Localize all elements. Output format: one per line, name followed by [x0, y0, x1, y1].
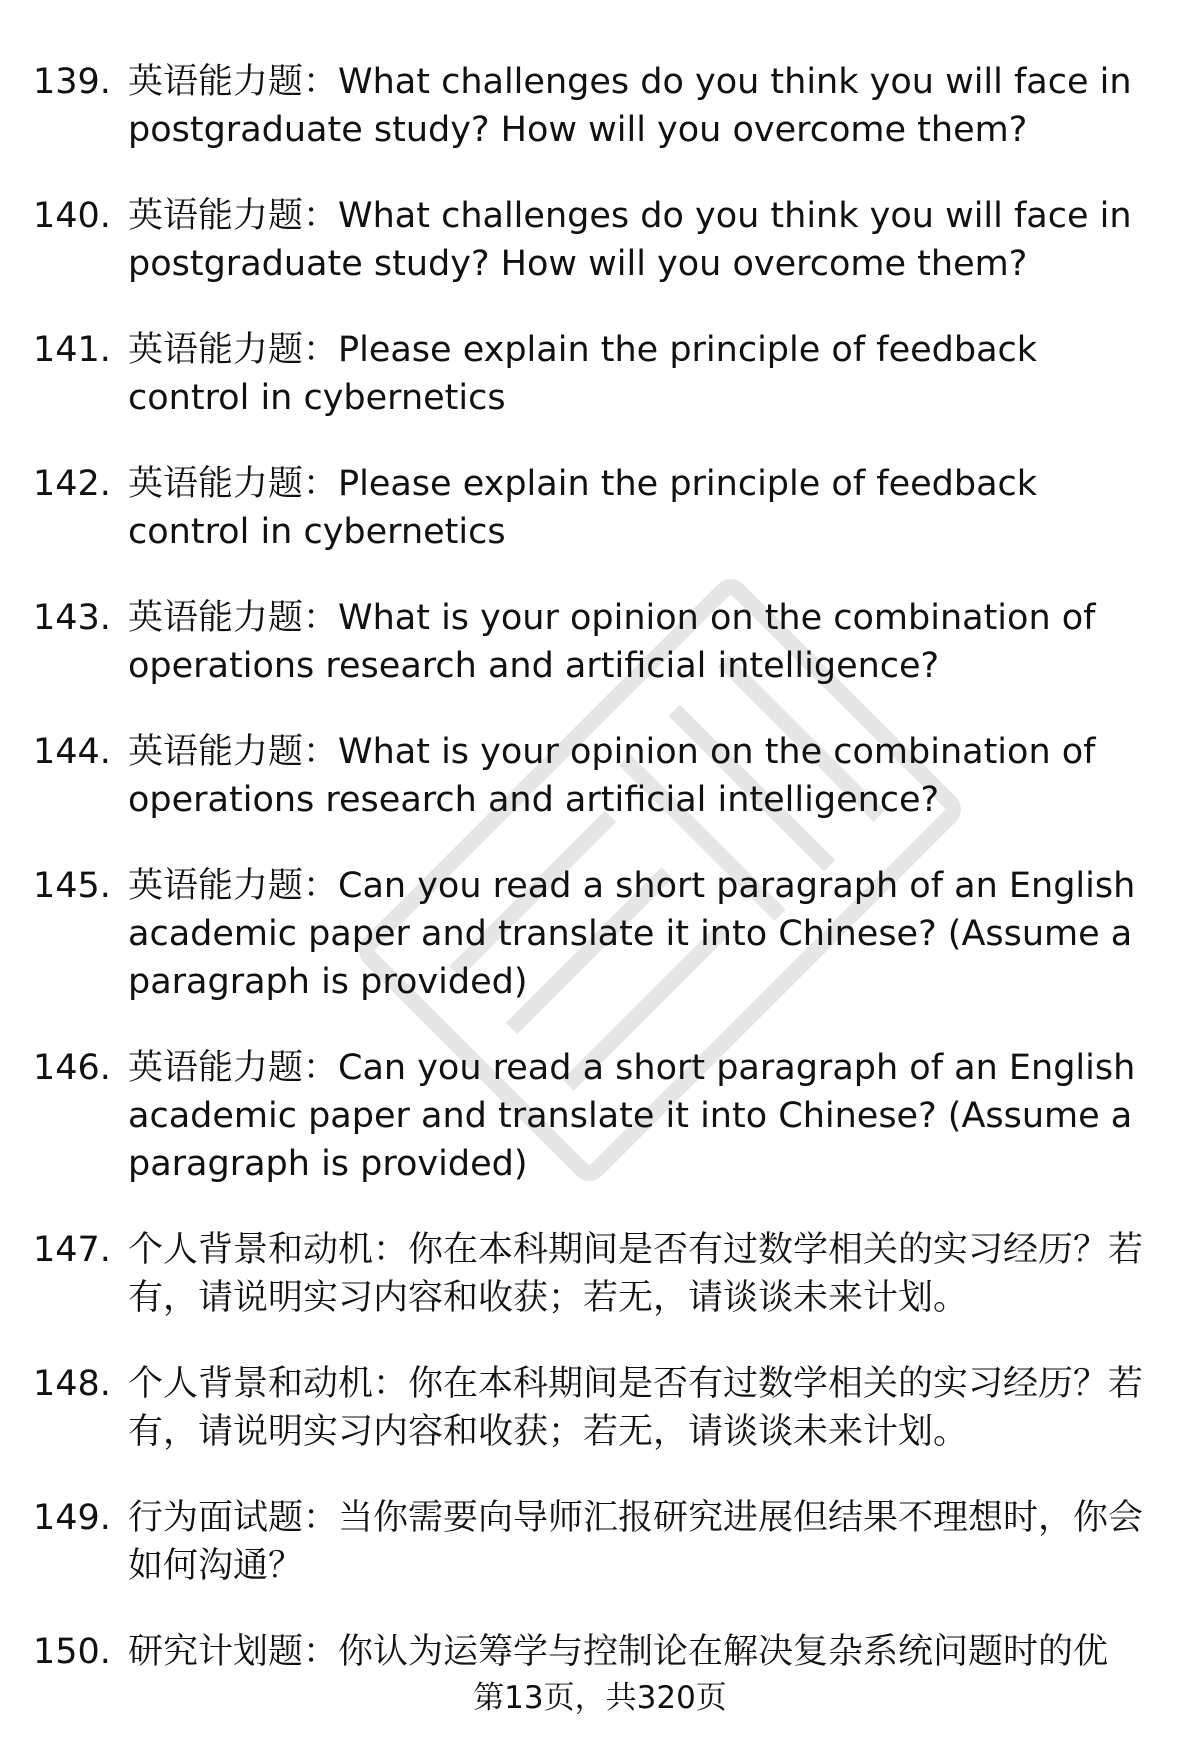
question-number: 141. [33, 330, 111, 370]
question-number: 150. [33, 1632, 111, 1672]
list-item [33, 1044, 1163, 1188]
question-text: 个人背景和动机：你在本科期间是否有过数学相关的实习经历？若有，请说明实习内容和收获；若无，请谈谈未来计划。 [128, 1230, 1144, 1318]
question-text: 英语能力题：Please explain the principle of feedback control in cybernetics [128, 330, 1038, 418]
question-number: 140. [33, 196, 111, 236]
question-number: 149. [33, 1498, 111, 1538]
question-text: 研究计划题：你认为运筹学与控制论在解决复杂系统问题时的优 [128, 1632, 1109, 1672]
question-text: 英语能力题：What challenges do you think you will face in postgraduate study? How will you overcome them? [128, 196, 1132, 284]
list-item [33, 58, 1163, 154]
question-text: 英语能力题：Can you read a short paragraph of an English academic paper and translate it into Chinese? (Assume a paragraph is provided) [128, 1048, 1136, 1184]
list-item [33, 862, 1163, 1006]
question-text: 行为面试题：当你需要向导师汇报研究进展但结果不理想时，你会如何沟通？ [128, 1498, 1144, 1586]
question-text: 英语能力题：What challenges do you think you will face in postgraduate study? How will you overcome them? [128, 62, 1132, 150]
list-item [33, 192, 1163, 288]
question-number: 142. [33, 464, 111, 504]
list-item [33, 326, 1163, 422]
question-text: 英语能力题：What is your opinion on the combination of operations research and artificial intelligence? [128, 598, 1096, 686]
question-list [33, 58, 1163, 1714]
question-number: 143. [33, 598, 111, 638]
question-number: 146. [33, 1048, 111, 1088]
list-item [33, 1360, 1163, 1456]
question-text: 英语能力题：What is your opinion on the combination of operations research and artificial intelligence? [128, 732, 1096, 820]
question-number: 144. [33, 732, 111, 772]
question-text: 个人背景和动机：你在本科期间是否有过数学相关的实习经历？若有，请说明实习内容和收获；若无，请谈谈未来计划。 [128, 1364, 1144, 1452]
list-item [33, 594, 1163, 690]
list-item [33, 1494, 1163, 1590]
list-item [33, 728, 1163, 824]
question-number: 148. [33, 1364, 111, 1404]
question-number: 139. [33, 62, 111, 102]
list-item [33, 1226, 1163, 1322]
question-number: 145. [33, 866, 111, 906]
list-item [33, 460, 1163, 556]
question-text: 英语能力题：Please explain the principle of feedback control in cybernetics [128, 464, 1038, 552]
question-number: 147. [33, 1230, 111, 1270]
page-footer: 第13页，共320页 [473, 1680, 727, 1716]
list-item [33, 1628, 1163, 1676]
question-text: 英语能力题：Can you read a short paragraph of an English academic paper and translate it into Chinese? (Assume a paragraph is provided) [128, 866, 1136, 1002]
